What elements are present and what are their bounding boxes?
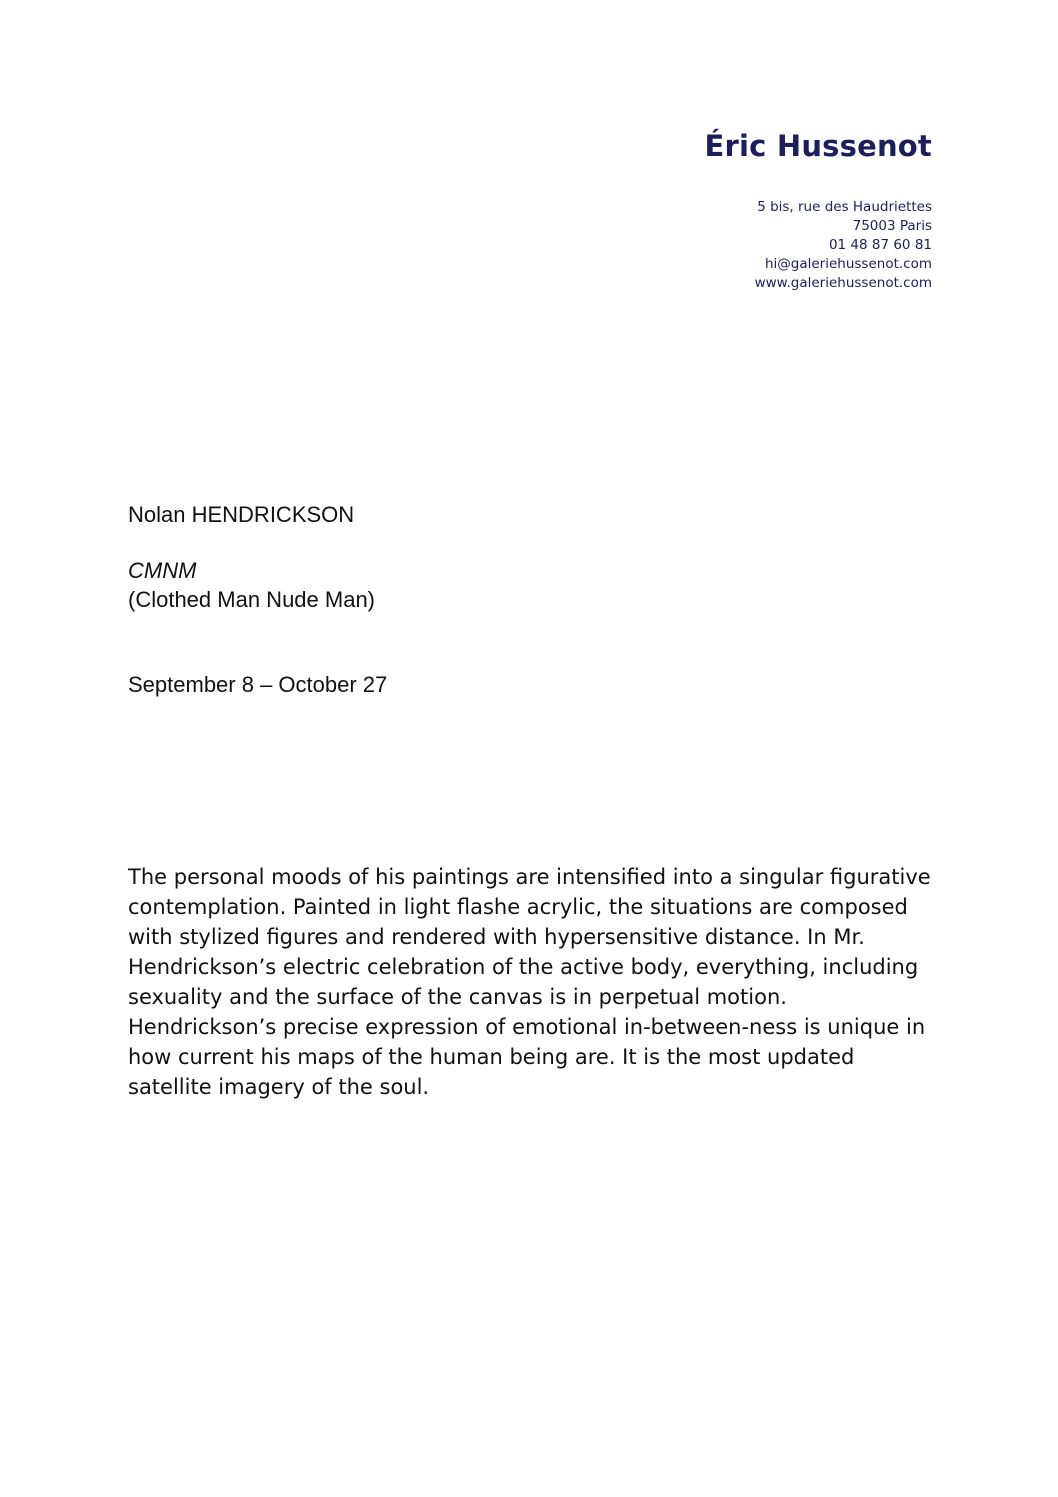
paragraph: The personal moods of his paintings are intensified into a singular figurative contemplation. Painted in light flashe acrylic, the situations are composed with stylized figures and rendered with hypersensitive distance. In Mr. Hendrickson’s electric celebration of the active body, everything, including sexuality and the surface of the canvas is in perpetual motion.: [128, 865, 931, 1009]
gallery-name: Éric Hussenot: [704, 129, 932, 163]
letterhead: [705, 124, 932, 293]
exhibition-dates: September 8 – October 27: [128, 672, 388, 697]
gallery-address: [705, 198, 932, 293]
artist-name: Nolan HENDRICKSON: [128, 502, 355, 527]
exhibition-title: CMNM: [128, 558, 197, 583]
paragraph: Hendrickson’s precise expression of emotional in-between-ness is unique in how current his maps of the human being are. It is the most updated satellite imagery of the soul.: [128, 1015, 926, 1099]
exhibition-subtitle: (Clothed Man Nude Man): [128, 587, 376, 612]
address-email: hi@galeriehussenot.com: [764, 256, 932, 272]
exhibition-header: [128, 500, 387, 699]
press-text: [128, 862, 938, 1102]
address-phone: 01 48 87 60 81: [828, 237, 932, 253]
address-city: 75003 Paris: [852, 218, 932, 234]
address-website: www.galeriehussenot.com: [754, 275, 932, 291]
address-street: 5 bis, rue des Haudriettes: [757, 199, 932, 215]
